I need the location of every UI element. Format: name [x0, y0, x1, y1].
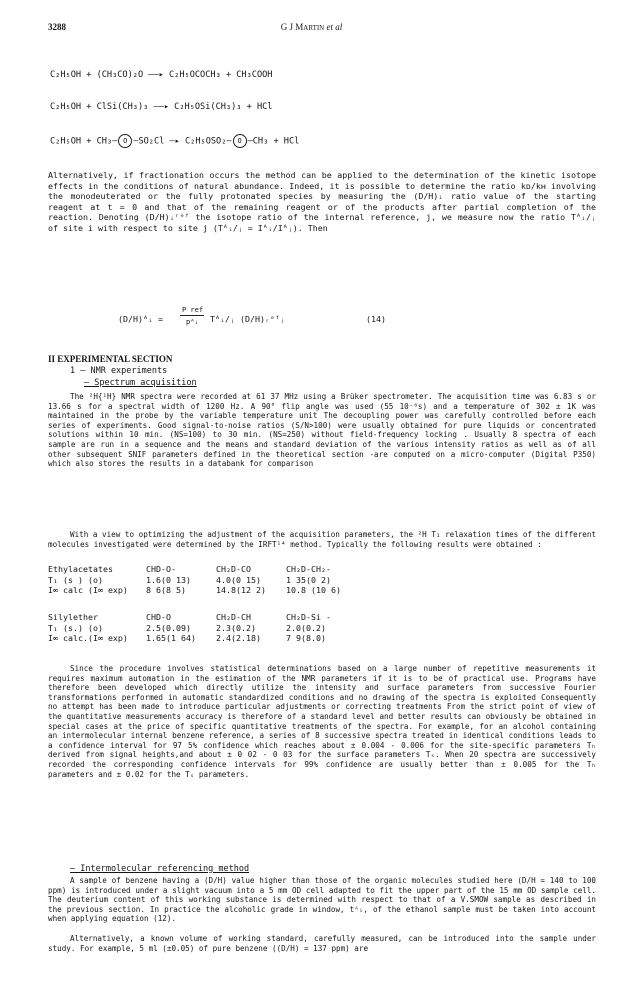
running-authors: G J MARTIN et al	[280, 22, 343, 32]
subsection-spectrum: – Spectrum acquisition	[84, 378, 197, 388]
spectrum-paragraph: The ²H{¹H} NMR spectra were recorded at 61 37 MHz using a Brüker spectrometer. The acquisition time was 6.83 s or 13.66 s for a spectral width of 1200 Hz. A 90° flip angle was used (55 10⁻⁶s) and a temperature of 302 ± 1K was maintained in the probe by the variable temperature unit The decoupling power was carefully controlled before each series of experiments. Good signal-to-noise ratios (S/N>100) were usually obtained for pure liquids or concentrated solutions within 10 min. (NS=100) to 30 min. (NS=250) without field-frequency locking . Usually 8 spectra of each sample are run in a sequence and the means and standard deviation of the various intensity ratios as well as of all other subsequent SNIF parameters defined in the theoretical section -are computed on a micro-computer (Digital P350) which also stores the results in a databank for comparison	[48, 392, 596, 469]
page-number: 3288	[48, 22, 66, 32]
referencing-paragraph: A sample of benzene having a (D/H) value higher than those of the organic molecules studied here (D/H = 140 to 100 ppm) is introduced under a slight vacuum into a 5 mm OD cell adapted to fit the upper part of the 15 mm OD sample cell. The deuterium content of this working substance is determined with respect to that of a V.SMOW sample as described in the previous section. In practice the alcoholic grade in window, tᴬᵢ, of the ethanol sample must be taken into account when applying equation (12).	[48, 876, 596, 924]
running-header	[0, 22, 623, 36]
benzene-ring-icon: O	[118, 134, 132, 148]
subsection-nmr: 1 – NMR experiments	[70, 366, 168, 376]
subsection-referencing: – Intermolecular referencing method	[70, 864, 250, 874]
section-heading: II EXPERIMENTAL SECTION	[48, 354, 173, 364]
relaxation-paragraph: With a view to optimizing the adjustment of the acquisition parameters, the ²H T₁ relaxation times of the different molecules investigated were determined by the IRFT¹⁴ method. Typically the following results were obtained :	[48, 530, 596, 549]
intro-paragraph: Alternatively, if fractionation occurs the method can be applied to the determination of the kinetic isotope effects in the conditions of natural abundance. Indeed, it is possible to determine the ratio kᴅ/kʜ involving the monodeuterated or the fully protonated species by measuring the (D/H)ᵢ ratio value of the starting reagent at t = 0 and that of the remaining reagent or of the products after partial completion of the reaction. Denoting (D/H)ᵢʳᵉᶠ the isotope ratio of the internal reference, j, we measure now the ratio Tᴬᵢ/ⱼ of site i with respect to site j (Tᴬᵢ/ⱼ = Iᴬᵢ/Iᴬⱼ). Then	[48, 170, 596, 233]
reaction-acetylation: C₂H₅OH + (CH₃CO)₂O ——▸ C₂H₅OCOCH₃ + CH₃COOH	[50, 70, 273, 80]
statistics-paragraph: Since the procedure involves statistical determinations based on a large number of repetitive measurements it requires maximum automation in the estimation of the NMR parameters if it is to be of practical use. Programs have therefore been developed which directly utilize the intensity and surface parameters from successive Fourier transformations performed in automatic standardized conditions and no drawing of the spectra is exploited Consequently no attempt has been made to introduce particular adjustments or correcting treatments From the strict point of view of the quantitative measurements accuracy is therefore of a standard level and better results can obviously be obtained in special cases at the price of specific quantitative treatments of the spectra. For example, for an alcohol containing an intermolecular internal benzene reference, a series of 8 successive spectra treated in identical conditions leads to a confidence interval for 97 5% confidence which reaches about ± 0.004 - 0.006 for the site-specific parameters Tₕ derived from signal heights,and about ± 0 02 - 0 03 for the surface parameters Tₛ. When 20 spectra are successively recorded the corresponding confidence intervals for 99% confidence are usually better than ± 0.005 for the Tₕ parameters and ± 0.02 for the Tₛ parameters.	[48, 664, 596, 779]
equation-14: (D/H)ᴬᵢ = P ref pᴬᵢ Tᴬᵢ/ⱼ (D/H)ᵣᵉᶠⱼ (14)	[118, 306, 386, 326]
reaction-tosylation: C₂H₅OH + CH₃– O –SO₂Cl —▸ C₂H₅OSO₂– O –CH₃ + HCl	[50, 134, 299, 148]
journal-page: 3288 G J MARTIN et al C₂H₅OH + (CH₃CO)₂O ——▸ C₂H₅OCOCH₃ + CH₃COOH C₂H₅OH + ClSi(CH₃)₃ ——▸ C₂H₅OSi(CH₃)₃ + HCl C₂H₅OH + CH₃– O –SO₂Cl —▸ C₂H₅OSO₂– O –CH₃ + HCl Alternatively, if fractionation occurs the method can be applied to the determination of the kinetic isotope effects in the conditions of natural abundance. Indeed, it is possible to determine the ratio kᴅ/kʜ involving the monodeuterated or the fully protonated species by measuring the (D/H)ᵢ ratio value of the starting reagent at t = 0 and that of the remaining reagent or of the products after partial completion of the reaction. Denoting (D/H)ᵢʳᵉᶠ the isotope ratio of the internal reference, j, we measure now the ratio Tᴬᵢ/ⱼ of site i with respect to site j (Tᴬᵢ/ⱼ = Iᴬᵢ/Iᴬⱼ). Then (D/H)ᴬᵢ = P ref pᴬᵢ Tᴬᵢ/ⱼ (D/H)ᵣᵉᶠⱼ (14) II EXPERIMENTAL SECTION 1 – NMR experiments – Spectrum acquisition The ²H{¹H} NMR spectra were recorded at 61 37 MHz using a Brüker spectrometer. The acquisition time was 6.83 s or 13.66 s for a spectral width of 1200 Hz. A 90° flip angle was used (55 10⁻⁶s) and a temperature of 302 ± 1K was maintained in the probe by the variable temperature unit The decoupling power was carefully controlled before each series of experiments. Good signal-to-noise ratios (S/N>100) were usually obtained for pure liquids or concentrated solutions within 10 min. (NS=100) to 30 min. (NS=250) without field-frequency locking . Usually 8 spectra of each sample are run in a sequence and the means and standard deviation of the various intensity ratios as well as of all other subsequent SNIF parameters defined in the theoretical section -are computed on a micro-computer (Digital P350) which also stores the results in a databank for comparison With a view to optimizing the adjustment of the acquisition parameters, the ²H T₁ relaxation times of the different molecules investigated were determined by the IRFT¹⁴ method. Typically the following results were obtained : Ethylacetates CHD-O- CH₂D-CO CH₂D-CH₂- T₁ (s ) (o) 1.6(0 13) 4.0(0 15) 1 35(0 2) I∞ calc (I∞ exp) 8 6(8 5) 14.8(12 2) 10.8 (10 6) Silylether CHD-O CH₂D-CH CH₂D-Si - T₁ (s.) (o) 2.5(0.09) 2.3(0.2) 2.0(0.2) I∞ calc.(I∞ exp) 1.65(1 64) 2.4(2.18) 7 9(8.0) Since the procedure involves statistical determinations based on a large number of repetitive measurements it requires maximum automation in the estimation of the NMR parameters if it is to be of practical use. Programs have therefore been developed which directly utilize the intensity and surface parameters from successive Fourier transformations performed in automatic standardized conditions and no drawing of the spectra is exploited Consequently no attempt has been made to introduce particular adjustments or correcting treatments From the strict point of view of the quantitative measurements accuracy is therefore of a standard level and better results can obviously be obtained in special cases at the price of specific quantitative treatments of the spectra. For example, for an alcohol containing an intermolecular internal benzene reference, a series of 8 successive spectra treated in identical conditions leads to a confidence interval for 97 5% confidence which reaches about ± 0.004 - 0.006 for the site-specific parameters Tₕ derived from signal heights,and about ± 0 02 - 0 03 for the surface parameters Tₛ. When 20 spectra are successively recorded the corresponding confidence intervals for 99% confidence are usually better than ± 0.005 for the Tₕ parameters and ± 0.02 for the Tₛ parameters. – Intermolecular referencing method A sample of benzene having a (D/H) value higher than those of the organic molecules studied here (D/H = 140 to 100 ppm) is introduced under a slight vacuum into a 5 mm OD cell adapted to fit the upper part of the 15 mm OD sample cell. The deuterium content of this working substance is determined with respect to that of a V.SMOW sample as described in the previous section. In practice the alcoholic grade in window, tᴬᵢ, of the ethanol sample must be taken into account when applying equation (12). Alternatively, a known volume of working standard, carefully measured, can be introduced into the sample under study. For example, 5 ml (±0.05) of pure benzene ((D/H) = 137 ppm) are	[0, 0, 623, 1004]
alternative-paragraph: Alternatively, a known volume of working standard, carefully measured, can be introduced into the sample under study. For example, 5 ml (±0.05) of pure benzene ((D/H) = 137 ppm) are	[48, 934, 596, 953]
reaction-silylation: C₂H₅OH + ClSi(CH₃)₃ ——▸ C₂H₅OSi(CH₃)₃ + HCl	[50, 102, 273, 112]
benzene-ring-icon: O	[233, 134, 247, 148]
